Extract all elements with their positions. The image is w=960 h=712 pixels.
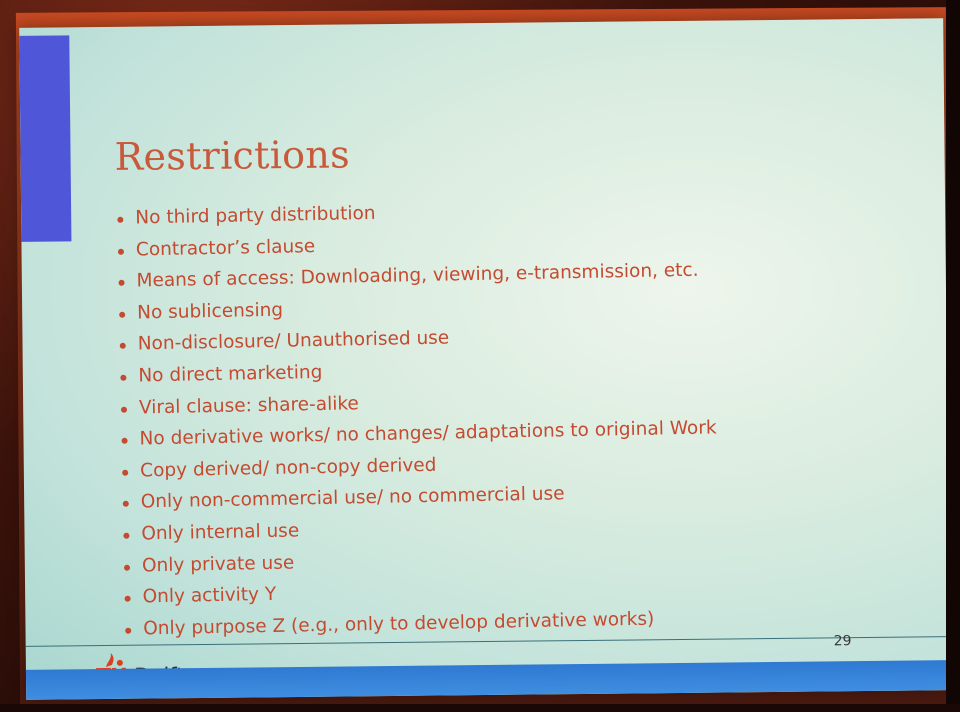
bullet-dot-icon [120, 375, 126, 381]
bullet-dot-icon [119, 280, 125, 286]
bullet-dot-icon [124, 564, 130, 570]
bullet-dot-icon [119, 311, 125, 317]
slide [19, 18, 950, 700]
bullet-text: No direct marketing [138, 361, 323, 387]
bullet-text: Non-disclosure/ Unauthorised use [137, 327, 450, 355]
bullet-dot-icon [118, 248, 124, 254]
bullet-dot-icon [125, 596, 131, 602]
bullet-list [115, 193, 721, 647]
bullet-text: Contractor’s clause [135, 235, 316, 261]
bullet-dot-icon [123, 533, 129, 539]
page-number: 29 [833, 633, 852, 650]
bullet-dot-icon [120, 343, 126, 349]
bullet-text: Viral clause: share-alike [138, 392, 359, 419]
bullet-text: Only purpose Z (e.g., only to develop derivative works) [143, 608, 655, 640]
slide-title: Restrictions [114, 132, 351, 179]
bullet-text: Copy derived/ non-copy derived [139, 454, 437, 482]
bullet-text: Only internal use [141, 520, 300, 545]
bullet-text: Only activity Y [142, 583, 277, 608]
bullet-text: Only private use [141, 552, 295, 576]
bullet-dot-icon [117, 217, 123, 223]
bullet-text: No sublicensing [136, 299, 284, 324]
bullet-text: Only non-commercial use/ no commercial use [140, 483, 565, 513]
bullet-dot-icon [125, 627, 131, 633]
bullet-text: No derivative works/ no changes/ adaptations to original Work [139, 417, 717, 450]
bullet-dot-icon [123, 501, 129, 507]
bullet-text: Means of access: Downloading, viewing, e-transmission, etc. [136, 259, 699, 292]
bullet-dot-icon [122, 438, 128, 444]
bullet-dot-icon [122, 469, 128, 475]
bottom-bezel [0, 704, 960, 712]
accent-bar [19, 35, 71, 242]
bullet-dot-icon [121, 406, 127, 412]
bullet-text: No third party distribution [135, 202, 376, 229]
right-bezel [946, 0, 960, 712]
